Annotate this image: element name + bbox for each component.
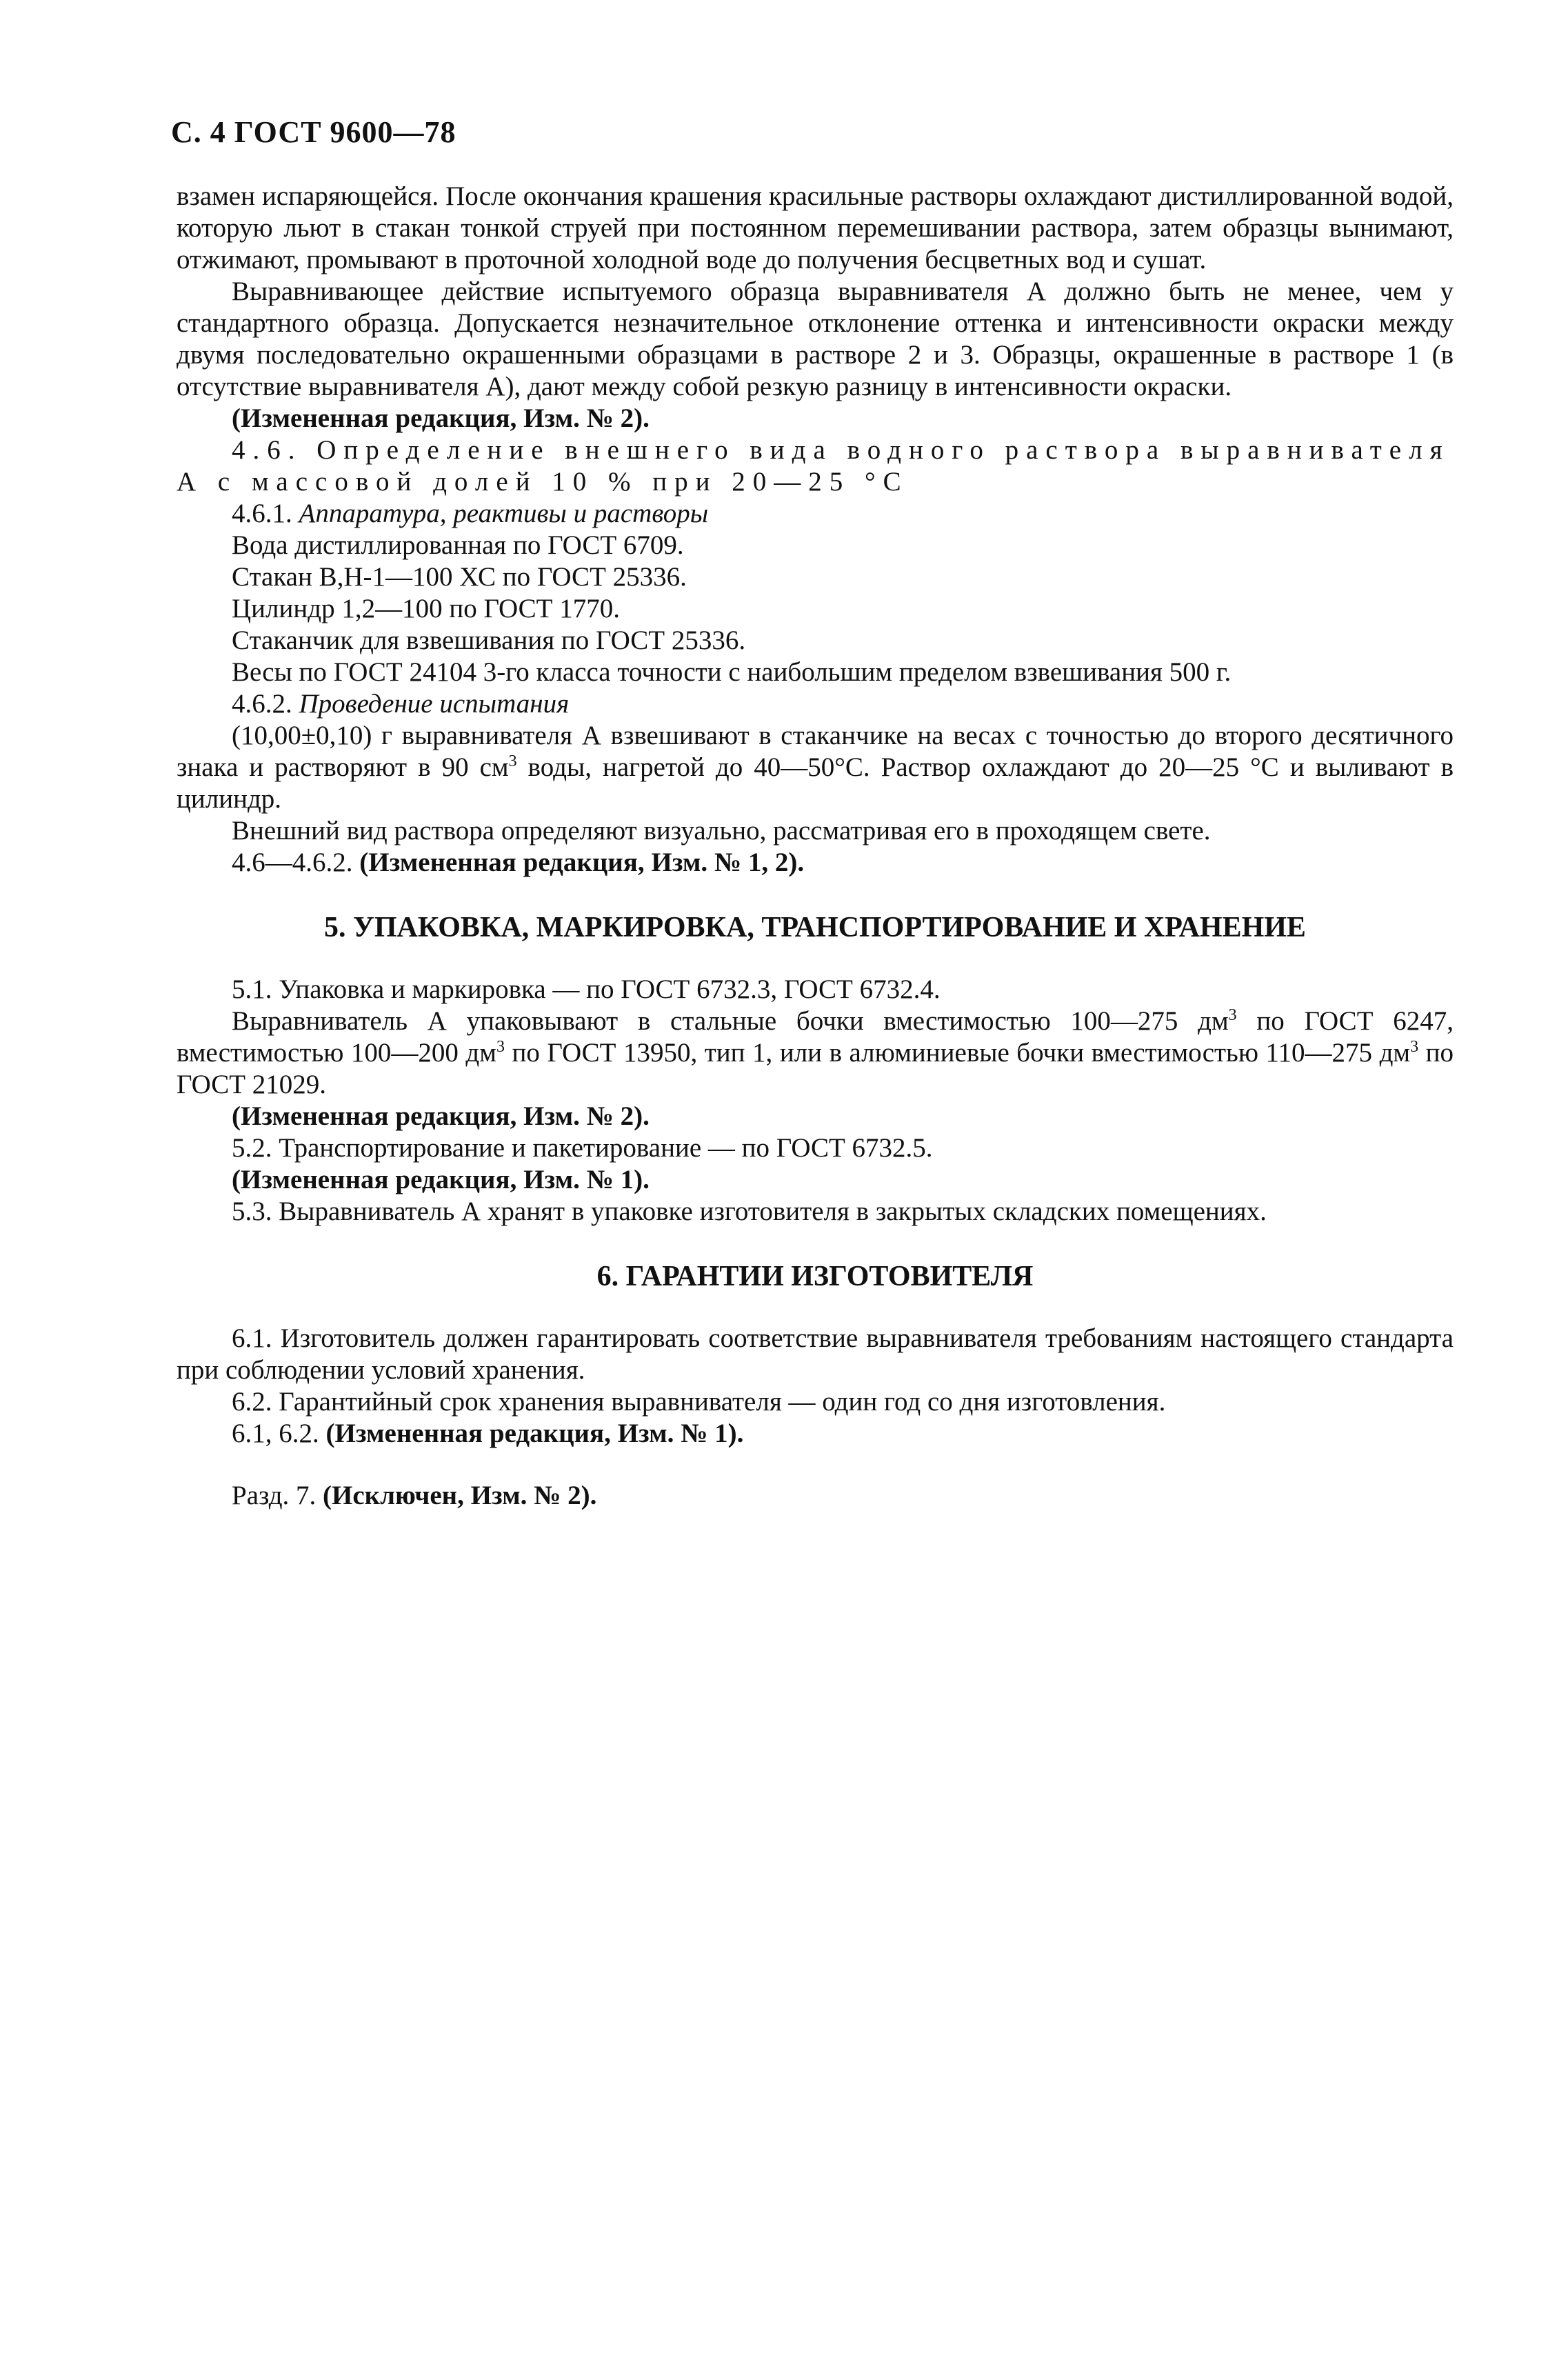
text-run: по ГОСТ 13950, тип 1, или в алюминиевые бочки вместимостью 110—275 дм [504, 1038, 1411, 1068]
paragraph-packaging [177, 1006, 1454, 1101]
superscript: 3 [508, 752, 517, 770]
superscript: 3 [496, 1038, 505, 1056]
amendment-text: (Измененная редакция, Изм. № 1). [325, 1419, 744, 1448]
superscript: 3 [1410, 1038, 1419, 1056]
section-4-6-2-title: Проведение испытания [299, 689, 570, 719]
text-run: Выравниватель А упаковывают в стальные бочки вместимостью 100—275 дм [232, 1006, 1229, 1036]
text-run: по ГОСТ 21029. [177, 1038, 1454, 1099]
text-run: (10,00±0,10) г выравнивателя А взвешивают в стаканчике на весах с точностью до второго десятичного знака и растворяют в 90 см [177, 721, 1454, 782]
text-run: воды, нагретой до 40—50°С. Раствор охлаждают до 20—25 °С и выливают в цилиндр. [177, 752, 1454, 814]
list-item: Цилиндр 1,2—100 по ГОСТ 1770. [232, 594, 621, 623]
section-5-3: 5.3. Выравниватель А хранят в упаковке изготовителя в закрытых складских помещениях. [232, 1197, 1267, 1226]
spacer [177, 1450, 1454, 1480]
section-5-1: 5.1. Упаковка и маркировка — по ГОСТ 6732.3, ГОСТ 6732.4. [232, 974, 941, 1004]
section-number: 4.6—4.6.2. [232, 848, 353, 877]
list-item: Вода дистиллированная по ГОСТ 6709. [232, 530, 684, 560]
paragraph-test-procedure [177, 720, 1454, 815]
list-item: Стаканчик для взвешивания по ГОСТ 25336. [232, 626, 746, 655]
section-number: 4.6.2. [232, 689, 292, 719]
amendment-note [177, 1418, 1454, 1450]
page-header: С. 4 ГОСТ 9600—78 [171, 115, 456, 149]
text-run: по ГОСТ 6247, вместимостью 100—200 дм [177, 1006, 1454, 1068]
amendment-note: (Измененная редакция, Изм. № 1). [232, 1165, 650, 1194]
section-4-6-2-heading [177, 688, 1454, 720]
section-4-6-1-heading [177, 498, 1454, 530]
section-6-title: 6. ГАРАНТИИ ИЗГОТОВИТЕЛЯ [596, 1261, 1034, 1292]
section-number: 6.1, 6.2. [232, 1419, 319, 1448]
amendment-text: (Измененная редакция, Изм. № 1, 2). [359, 848, 805, 877]
list-item: Весы по ГОСТ 24104 3-го класса точности с наибольшим пределом взвешивания 500 г. [232, 657, 1232, 687]
section-5-2: 5.2. Транспортирование и пакетирование — по ГОСТ 6732.5. [232, 1133, 933, 1163]
list-item: Стакан В,Н-1—100 ХС по ГОСТ 25336. [232, 562, 687, 592]
section-6-2: 6.2. Гарантийный срок хранения выравнивателя — один год со дня изготовления. [232, 1387, 1166, 1417]
paragraph-leveling-effect: Выравнивающее действие испытуемого образца выравнивателя А должно быть не менее, чем у стандартного образца. Допускается незначительное отклонение оттенка и интенсивности окраски между двумя последовательно окрашенными образцами в растворе 2 и 3. Образцы, окрашенные в растворе 1 (в отсутствие выравнивателя А), дают между собой резкую разницу в интенсивности окраски. [177, 277, 1454, 401]
superscript: 3 [1228, 1006, 1237, 1024]
paragraph-dyeing-end: взамен испаряющейся. После окончания крашения красильные растворы охлаждают дистиллированной водой, которую льют в стакан тонкой струей при постоянном перемешивании раствора, затем образцы вынимают, отжимают, промывают в проточной холодной воде до получения бесцветных вод и сушат. [177, 181, 1454, 274]
document-body [177, 181, 1454, 1512]
paragraph-appearance: Внешний вид раствора определяют визуально, рассматривая его в проходящем свете. [232, 816, 1211, 846]
section-6-1: 6.1. Изготовитель должен гарантировать соответствие выравнивателя требованиям настоящего стандарта при соблюдении условий хранения. [177, 1323, 1454, 1385]
section-4-6-1-title: Аппаратура, реактивы и растворы [299, 499, 709, 528]
amendment-note: (Измененная редакция, Изм. № 2). [232, 1101, 650, 1131]
excluded-note: (Исключен, Изм. № 2). [323, 1481, 597, 1510]
section-number: Разд. 7. [232, 1481, 316, 1510]
section-number: 4.6.1. [232, 499, 292, 528]
amendment-note [177, 847, 1454, 879]
amendment-note: (Измененная редакция, Изм. № 2). [232, 403, 650, 433]
section-5-title: 5. УПАКОВКА, МАРКИРОВКА, ТРАНСПОРТИРОВАНИЕ И ХРАНЕНИЕ [324, 912, 1306, 943]
section-4-6-heading: 4.6. Определение внешнего вида водного раствора выравнивателя А с массовой долей 10 % при 20—25 °С [177, 435, 1450, 497]
section-7-note [177, 1480, 1454, 1512]
